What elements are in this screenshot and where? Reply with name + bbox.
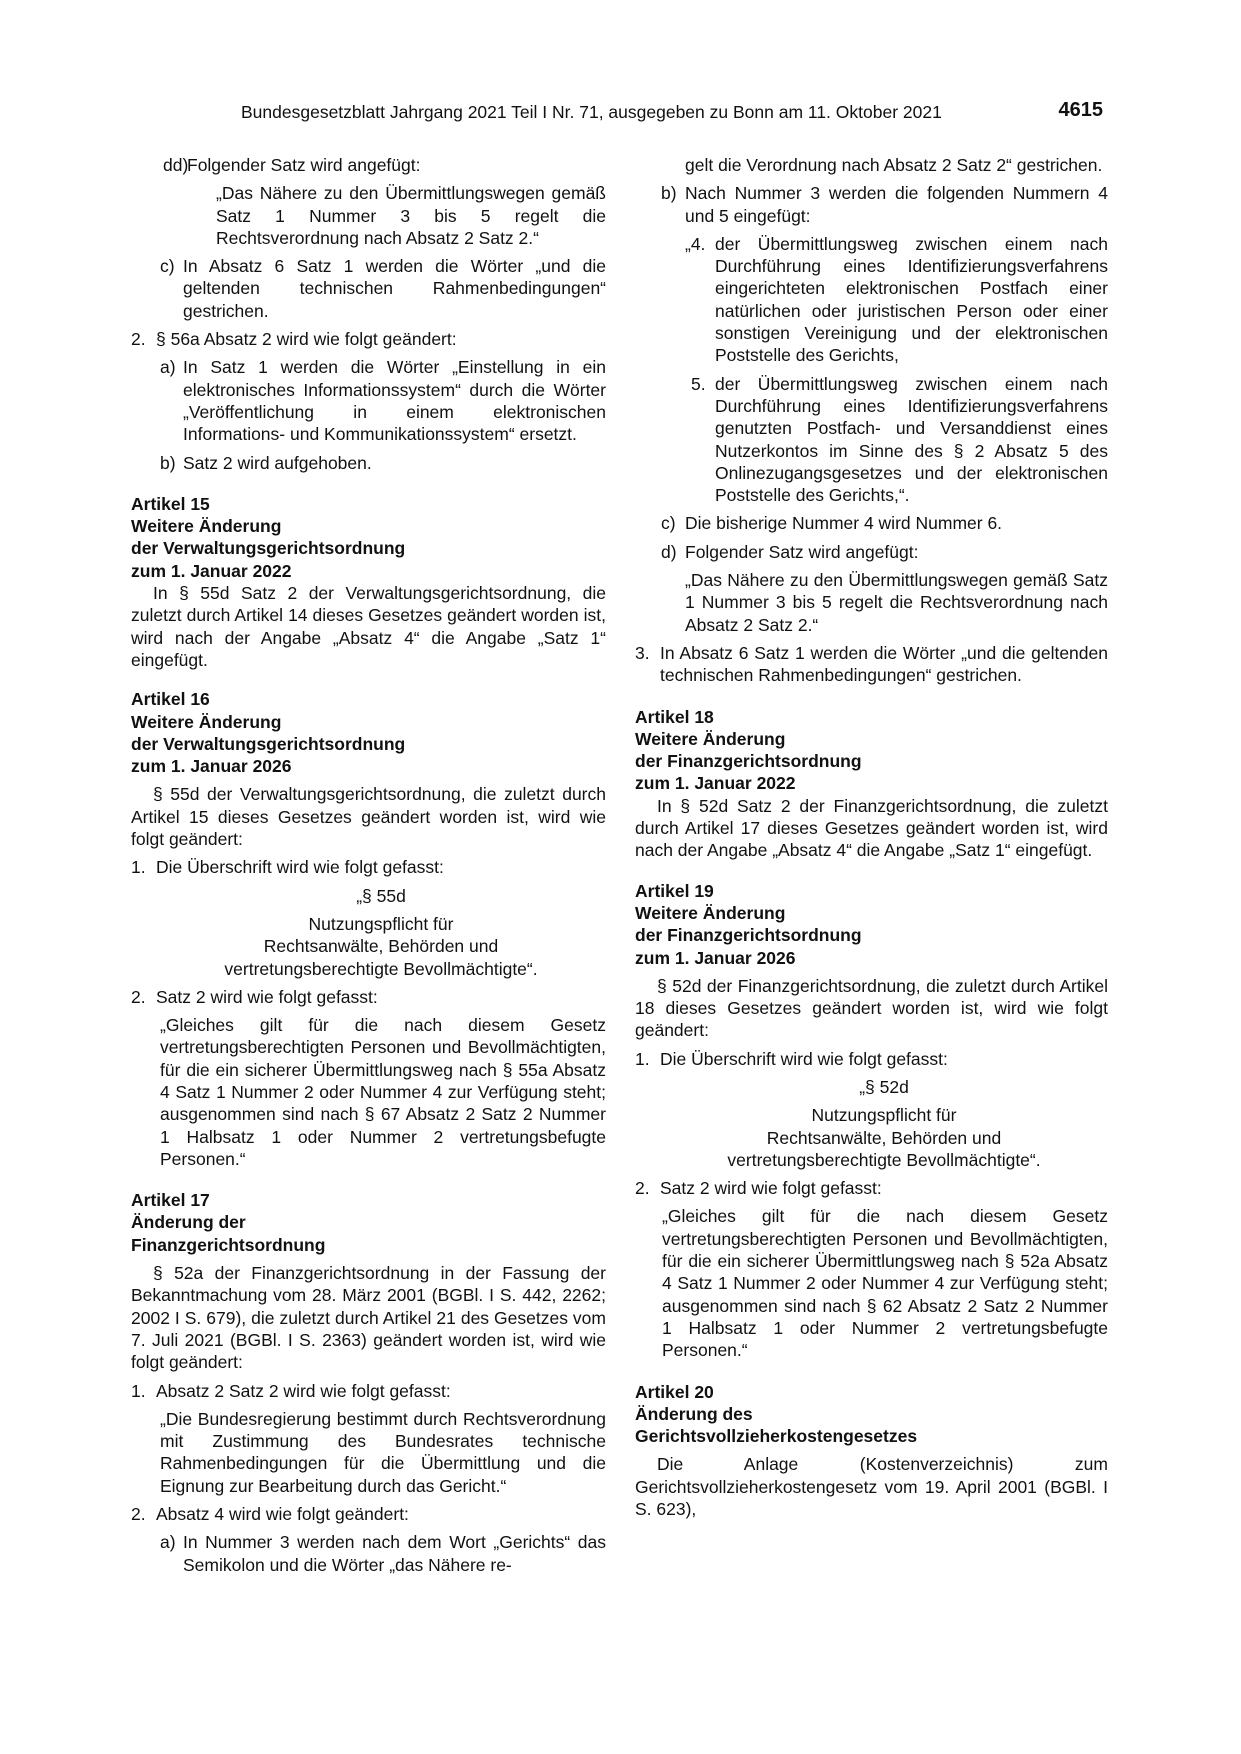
item-label: 2.: [635, 1178, 650, 1199]
list-item-4: [635, 233, 1108, 367]
article-body: § 52d der Finanzgerichtsordnung, die zuletzt durch Artikel 18 dieses Gesetzes geändert worden ist, wird wie folgt geändert:: [635, 975, 1108, 1041]
item-text: § 56a Absatz 2 wird wie folgt geändert:: [156, 329, 457, 350]
item-text: Satz 2 wird wie folgt gefasst:: [660, 1178, 882, 1199]
article-heading: der Finanzgerichtsordnung: [635, 925, 862, 946]
list-item-dd: [131, 154, 606, 176]
item-label: dd): [163, 155, 189, 175]
article-heading: Weitere Änderung: [131, 516, 282, 537]
item-label: 1.: [131, 1380, 146, 1401]
item-text: Folgender Satz wird angefügt:: [187, 155, 421, 175]
item-text: Absatz 2 Satz 2 wird wie folgt gefasst:: [156, 1380, 451, 1401]
section-heading: Rechtsanwälte, Behörden und: [766, 1127, 1002, 1148]
list-item-b: [635, 182, 1108, 227]
list-item-5: [635, 373, 1108, 507]
list-item-2b: [131, 452, 606, 474]
section-heading: vertretungsberechtigte Bevollmächtigte“.: [224, 958, 538, 979]
quote-text: „Gleiches gilt für die nach diesem Gesetz vertretungsberechtigten Personen und Bevollmächtigten, für die ein sicherer Übermittlungsweg nach § 52a Absatz 4 Satz 1 Nummer 2 oder Nummer 4 zur Verfügung steht; ausgenommen sind nach § 62 Absatz 2 Satz 2 Nummer 1 Halbsatz 1 oder Nummer 2 vertretungsbefugte Personen.“: [662, 1206, 1108, 1361]
quote-text: „Die Bundesregierung bestimmt durch Rechtsverordnung mit Zustimmung des Bundesrates technische Rahmenbedingungen für die Übermittlung und die Eignung zur Bearbeitung durch das Gericht.“: [160, 1408, 606, 1496]
item-label: „4.: [685, 233, 706, 254]
list-item-1: [131, 1380, 606, 1402]
item-text: Satz 2 wird aufgehoben.: [183, 452, 372, 473]
item-text: Die bisherige Nummer 4 wird Nummer 6.: [685, 513, 1003, 534]
item-label: 1.: [131, 857, 146, 878]
item-text: In Nummer 3 werden nach dem Wort „Gerichts“ das Semikolon und die Wörter „das Nähere re-: [183, 1532, 606, 1575]
item-text: In Absatz 6 Satz 1 werden die Wörter „und die geltenden technischen Rahmenbedingungen“ gestrichen.: [660, 642, 1108, 686]
article-heading: zum 1. Januar 2022: [635, 773, 796, 794]
item-label: 2.: [131, 986, 146, 1007]
article-heading: der Finanzgerichtsordnung: [635, 751, 862, 772]
list-item-2: [635, 1177, 1108, 1199]
list-item-2a: [131, 1531, 606, 1576]
list-item-2a: [131, 356, 606, 445]
article-heading: Änderung des: [635, 1403, 753, 1424]
article-heading: Gerichtsvollzieherkostengesetzes: [635, 1426, 918, 1447]
article-heading: der Verwaltungsgerichtsordnung: [131, 538, 406, 559]
item-label: 1.: [635, 1048, 650, 1069]
quote-text: „Das Nähere zu den Übermittlungswegen gemäß Satz 1 Nummer 3 bis 5 regelt die Rechtsverordnung nach Absatz 2 Satz 2.“: [685, 570, 1108, 635]
list-item-3: [635, 642, 1108, 687]
section-heading: vertretungsberechtigte Bevollmächtigte“.: [727, 1149, 1041, 1170]
item-label: a): [160, 357, 176, 378]
article-number: Artikel 19: [635, 880, 714, 901]
item-text: der Übermittlungsweg zwischen einem nach Durchführung eines Identifizierungsverfahrens eingerichteten elektronischen Postfach einer natürlichen oder juristischen Person oder einer sonstigen Vereinigung und der elektronischen Poststelle des Gerichts,: [715, 233, 1108, 366]
article-heading: zum 1. Januar 2022: [131, 560, 292, 581]
item-label: c): [661, 513, 676, 534]
right-column: [635, 154, 1108, 1520]
item-text: Die Überschrift wird wie folgt gefasst:: [660, 1048, 948, 1069]
article-heading: Weitere Änderung: [131, 711, 282, 732]
article-body: § 52a der Finanzgerichtsordnung in der Fassung der Bekanntmachung vom 28. März 2001 (BGBl. I S. 442, 2262; 2002 I S. 679), die zuletzt durch Artikel 21 des Gesetzes vom 7. Juli 2021 (BGBl. I S. 2363) geändert worden ist, wird wie folgt geändert:: [131, 1263, 606, 1373]
section-number: „§ 55d: [356, 885, 406, 906]
list-item-d: [635, 541, 1108, 563]
list-item-c: [131, 255, 606, 322]
item-text: Absatz 4 wird wie folgt geändert:: [156, 1504, 409, 1525]
item-text: der Übermittlungsweg zwischen einem nach Durchführung eines Identifizierungsverfahrens genutzten Postfach- und Versanddienst eines Nutzerkontos im Sinne des § 2 Absatz 5 des Onlinezugangsgesetzes und der elektronischen Poststelle des Gerichts,“.: [715, 373, 1108, 506]
item-text: Die Überschrift wird wie folgt gefasst:: [156, 857, 444, 878]
article-heading: Weitere Änderung: [635, 728, 786, 749]
item-text: Nach Nummer 3 werden die folgenden Nummern 4 und 5 eingefügt:: [685, 183, 1108, 226]
item-label: 2.: [131, 329, 146, 350]
item-text: In Absatz 6 Satz 1 werden die Wörter „und die geltenden technischen Rahmenbedingungen“ gestrichen.: [183, 256, 606, 321]
article-number: Artikel 20: [635, 1381, 714, 1402]
item-text: In Satz 1 werden die Wörter „Einstellung in ein elektronisches Informationssystem“ durch die Wörter „Veröffentlichung in einem elektronischen Informations- und Kommunikationssystem“ ersetzt.: [183, 357, 606, 445]
left-column: [131, 154, 606, 1576]
section-heading: Nutzungspflicht für: [308, 913, 454, 934]
article-number: Artikel 16: [131, 689, 210, 710]
item-label: 2.: [131, 1504, 146, 1525]
item-label: b): [160, 452, 176, 473]
item-label: 3.: [635, 642, 650, 663]
article-body: § 55d der Verwaltungsgerichtsordnung, die zuletzt durch Artikel 15 dieses Gesetzes geändert worden ist, wird wie folgt geändert:: [131, 784, 606, 850]
page-number: 4615: [1058, 99, 1103, 121]
item-text: Folgender Satz wird angefügt:: [685, 541, 919, 562]
list-item-1: [635, 1048, 1108, 1070]
article-number: Artikel 15: [131, 493, 210, 514]
list-item-1: [131, 856, 606, 878]
quote-text: „Gleiches gilt für die nach diesem Gesetz vertretungsberechtigten Personen und Bevollmächtigten, für die ein sicherer Übermittlungsweg nach § 55a Absatz 4 Satz 1 Nummer 2 oder Nummer 4 zur Verfügung steht; ausgenommen sind nach § 67 Absatz 2 Satz 2 Nummer 1 Halbsatz 1 oder Nummer 2 vertretungsbefugte Personen.“: [160, 1015, 606, 1169]
gazette-header: Bundesgesetzblatt Jahrgang 2021 Teil I Nr. 71, ausgegeben zu Bonn am 11. Oktober 2021: [241, 102, 942, 122]
section-heading: Nutzungspflicht für: [811, 1105, 957, 1126]
article-heading: zum 1. Januar 2026: [635, 947, 796, 968]
article-body: In § 55d Satz 2 der Verwaltungsgerichtsordnung, die zuletzt durch Artikel 14 dieses Gesetzes geändert worden ist, wird nach der Angabe „Absatz 4“ die Angabe „Satz 1“ eingefügt.: [131, 583, 606, 670]
article-heading: zum 1. Januar 2026: [131, 756, 292, 777]
quote-text: „Das Nähere zu den Übermittlungswegen gemäß Satz 1 Nummer 3 bis 5 regelt die Rechtsverordnung nach Absatz 2 Satz 2.“: [216, 183, 606, 248]
article-body: In § 52d Satz 2 der Finanzgerichtsordnung, die zuletzt durch Artikel 17 dieses Gesetzes geändert worden ist, wird nach der Angabe „Absatz 4“ die Angabe „Satz 1“ eingefügt.: [635, 795, 1108, 861]
article-body: Die Anlage (Kostenverzeichnis) zum Gerichtsvollzieherkostengesetz vom 19. April 2001 (BGBl. I S. 623),: [635, 1454, 1108, 1520]
item-label: b): [661, 183, 677, 204]
list-item-2: [131, 986, 606, 1008]
section-heading: Rechtsanwälte, Behörden und: [263, 936, 499, 957]
continued-text: gelt die Verordnung nach Absatz 2 Satz 2“ gestrichen.: [685, 155, 1103, 175]
list-item-2: [131, 1503, 606, 1525]
article-heading: der Verwaltungsgerichtsordnung: [131, 733, 406, 754]
article-heading: Änderung der: [131, 1212, 246, 1233]
item-text: Satz 2 wird wie folgt gefasst:: [156, 986, 378, 1007]
item-label: d): [661, 541, 677, 562]
item-label: a): [160, 1532, 176, 1553]
list-item-c: [635, 512, 1108, 534]
article-heading: Weitere Änderung: [635, 902, 786, 923]
article-number: Artikel 18: [635, 706, 714, 727]
list-item-2: [131, 328, 606, 350]
item-label: c): [160, 256, 175, 277]
item-label: 5.: [691, 373, 706, 394]
section-number: „§ 52d: [859, 1076, 909, 1097]
page-header: [241, 99, 1103, 127]
article-heading: Finanzgerichtsordnung: [131, 1234, 326, 1255]
article-number: Artikel 17: [131, 1190, 210, 1211]
